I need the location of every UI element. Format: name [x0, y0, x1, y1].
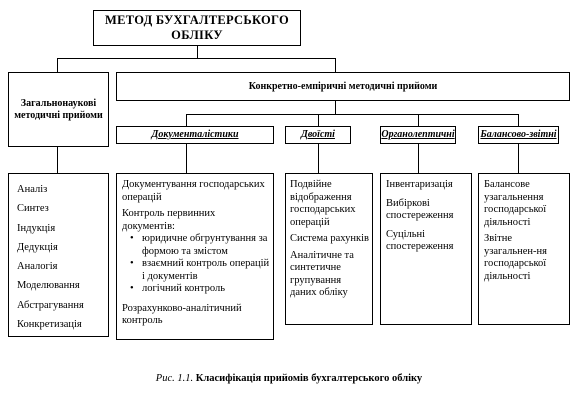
list-item: Абстрагування	[17, 299, 84, 311]
caption-prefix: Рис. 1.1.	[155, 373, 194, 384]
list-item: Дедукція	[17, 241, 58, 253]
bullet-item: • взаємний контроль операцій і документів	[130, 258, 270, 283]
concrete-methods-box	[116, 72, 570, 101]
title-box	[93, 10, 301, 46]
list-item: Синтез	[17, 203, 49, 215]
connector	[186, 144, 187, 173]
list-item: Документування господарських операцій	[122, 179, 265, 203]
category-dual-label: Двоїсті	[301, 129, 335, 140]
connector	[186, 114, 187, 126]
list-item: Аналіз	[17, 184, 48, 195]
connector	[318, 144, 319, 173]
category-documentary-label: Документалістики	[151, 129, 239, 140]
concrete-methods-label: Конкретно-емпіричні методичні прийоми	[248, 80, 438, 92]
organoleptic-list-box	[380, 173, 472, 325]
list-item: Аналогія	[17, 261, 58, 273]
connector	[335, 58, 336, 72]
list-item: Звітне узагальнен-ня господарської діяльності	[484, 233, 547, 282]
connector	[57, 58, 58, 72]
documentary-list-box	[116, 173, 274, 340]
category-documentary	[116, 126, 274, 144]
list-item: Індукція	[17, 222, 56, 234]
connector	[197, 46, 198, 58]
list-item: Розрахунково-аналітичний контроль	[122, 302, 242, 326]
connector	[57, 58, 335, 59]
bullet-item: • логічний контроль	[130, 283, 270, 296]
category-balance	[478, 126, 559, 144]
caption-text: Класифікація прийомів бухгалтерського обліку	[195, 373, 423, 384]
diagram-title: МЕТОД БУХГАЛТЕРСЬКОГО ОБЛІКУ	[105, 13, 289, 42]
list-item: Суцільні спостереження	[386, 228, 454, 252]
category-dual	[285, 126, 351, 144]
connector	[318, 114, 319, 126]
list-item: Балансове узагальнення господарської діяльності	[484, 179, 547, 228]
general-methods-list-box	[8, 173, 109, 337]
list-item: Аналітичне та синтетичне групування даних обліку	[290, 249, 354, 298]
category-organoleptic	[380, 126, 456, 144]
bullet-item: • юридичне обгрунтування за формою та змістом	[130, 233, 270, 258]
category-balance-label: Балансово-звітні	[480, 129, 557, 140]
list-item: Інвентаризація	[386, 179, 453, 190]
category-organoleptic-label: Органолептичні	[381, 129, 455, 140]
general-methods-label: Загальнонаукові методичні прийоми	[14, 97, 103, 121]
dual-list-box	[285, 173, 373, 325]
figure-caption	[0, 372, 578, 385]
connector	[418, 114, 419, 126]
connector	[335, 101, 336, 114]
list-item: Моделювання	[17, 280, 80, 292]
balance-list-box	[478, 173, 570, 325]
list-item: Подвійне відображення господарських операцій	[290, 179, 356, 228]
list-item: Контроль первинних документів:	[122, 208, 216, 232]
general-methods-list	[17, 180, 100, 334]
connector	[518, 114, 519, 126]
connector	[57, 147, 58, 173]
list-item: Конкретизація	[17, 319, 82, 331]
connector	[418, 144, 419, 173]
connector	[186, 114, 518, 115]
list-item: Система рахунків	[290, 233, 369, 244]
connector	[518, 144, 519, 173]
general-methods-box	[8, 72, 109, 147]
list-item: Вибіркові спостереження	[386, 197, 454, 221]
